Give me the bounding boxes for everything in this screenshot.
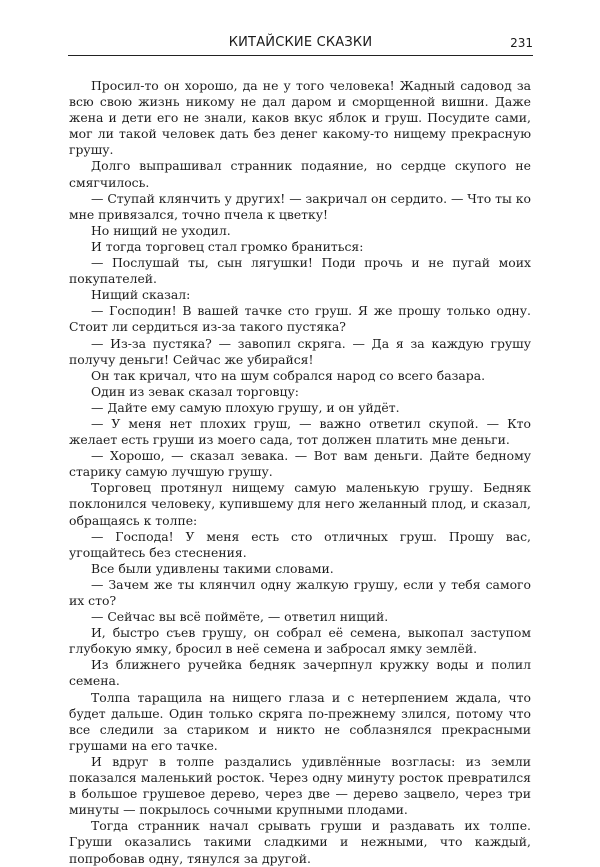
paragraph: — Зачем же ты клянчил одну жалкую грушу, если у тебя самого их сто? [69,576,531,608]
paragraph: Один из зевак сказал торговцу: [91,383,299,399]
book-title: КИТАЙСКИЕ СКАЗКИ [228,35,373,50]
paragraph: Долго выпрашивал странник подаяние, но сердце скупого не смягчилось. [69,158,531,190]
paragraph: Он так кричал, что на шум собрался народ со всего базара. [91,367,486,383]
paragraph: Нищий сказал: [91,287,191,303]
paragraph: Тогда странник начал срывать груши и раздавать их толпе. Груши оказались такими сладкими и нежными, что каждый, попробовав одну, тянулся за другой. [69,818,531,866]
story-text [69,78,531,867]
paragraph: Толпа таращила на нищего глаза и с нетерпением ждала, что будет дальше. Один только скряга по-прежнему злился, потому что все следили за стариком и никто не соблазнялся прекрасными грушами на его тачке. [69,689,531,753]
paragraph: Из ближнего ручейка бедняк зачерпнул кружку воды и полил семена. [69,657,531,689]
paragraph: — Послушай ты, сын лягушки! Поди прочь и не пугай моих покупателей. [69,255,531,287]
paragraph: И тогда торговец стал громко браниться: [91,238,364,254]
paragraph: — Дайте ему самую плохую грушу, и он уйдёт. [91,399,400,415]
paragraph: Все были удивлены такими словами. [91,560,334,576]
paragraph: Но нищий не уходил. [91,222,231,238]
paragraph: — Хорошо, — сказал зевака. — Вот вам деньги. Дайте бедному старику самую лучшую грушу. [69,448,531,480]
paragraph: — Сейчас вы всё поймёте, — ответил нищий. [91,609,389,625]
paragraph: — Господа! У меня есть сто отличных груш. Прошу вас, угощайтесь без стеснения. [69,528,531,560]
paragraph: — Господин! В вашей тачке сто груш. Я же прошу только одну. Стоит ли сердиться из-за такого пустяка? [69,303,531,335]
paragraph: Просил-то он хорошо, да не у того человека! Жадный садовод за всю свою жизнь никому не дал даром и сморщенной вишни. Даже жена и дети его не знали, каков вкус яблок и груш. Посудите сами, мог ли такой человек дать без денег какому-то нищему прекрасную грушу. [69,78,531,158]
paragraph: Торговец протянул нищему самую маленькую грушу. Бедняк поклонился человеку, купившему для него желанный плод, и сказал, обращаясь к толпе: [69,480,531,528]
paragraph: — У меня нет плохих груш, — важно ответил скупой. — Кто желает есть груши из моего сада, тот должен платить мне деньги. [69,415,531,448]
page-number: 231 [510,36,533,50]
paragraph: — Из-за пустяка? — завопил скряга. — Да я за каждую грушу получу деньги! Сейчас же убирайся! [69,335,531,367]
paragraph: И вдруг в толпе раздались удивлённые возгласы: из земли показался маленький росток. Через одну минуту росток превратился в большое грушевое дерево, через две — дерево зацвело, через три минуты — покрылось сочными крупными плодами. [69,753,531,818]
paragraph: И, быстро съев грушу, он собрал её семена, выкопал заступом глубокую ямку, бросил в неё семена и забросал ямку землёй. [69,625,531,657]
paragraph: — Ступай клянчить у других! — закричал он сердито. — Что ты ко мне привязался, точно пчела к цветку! [69,190,531,222]
running-header [68,33,533,56]
